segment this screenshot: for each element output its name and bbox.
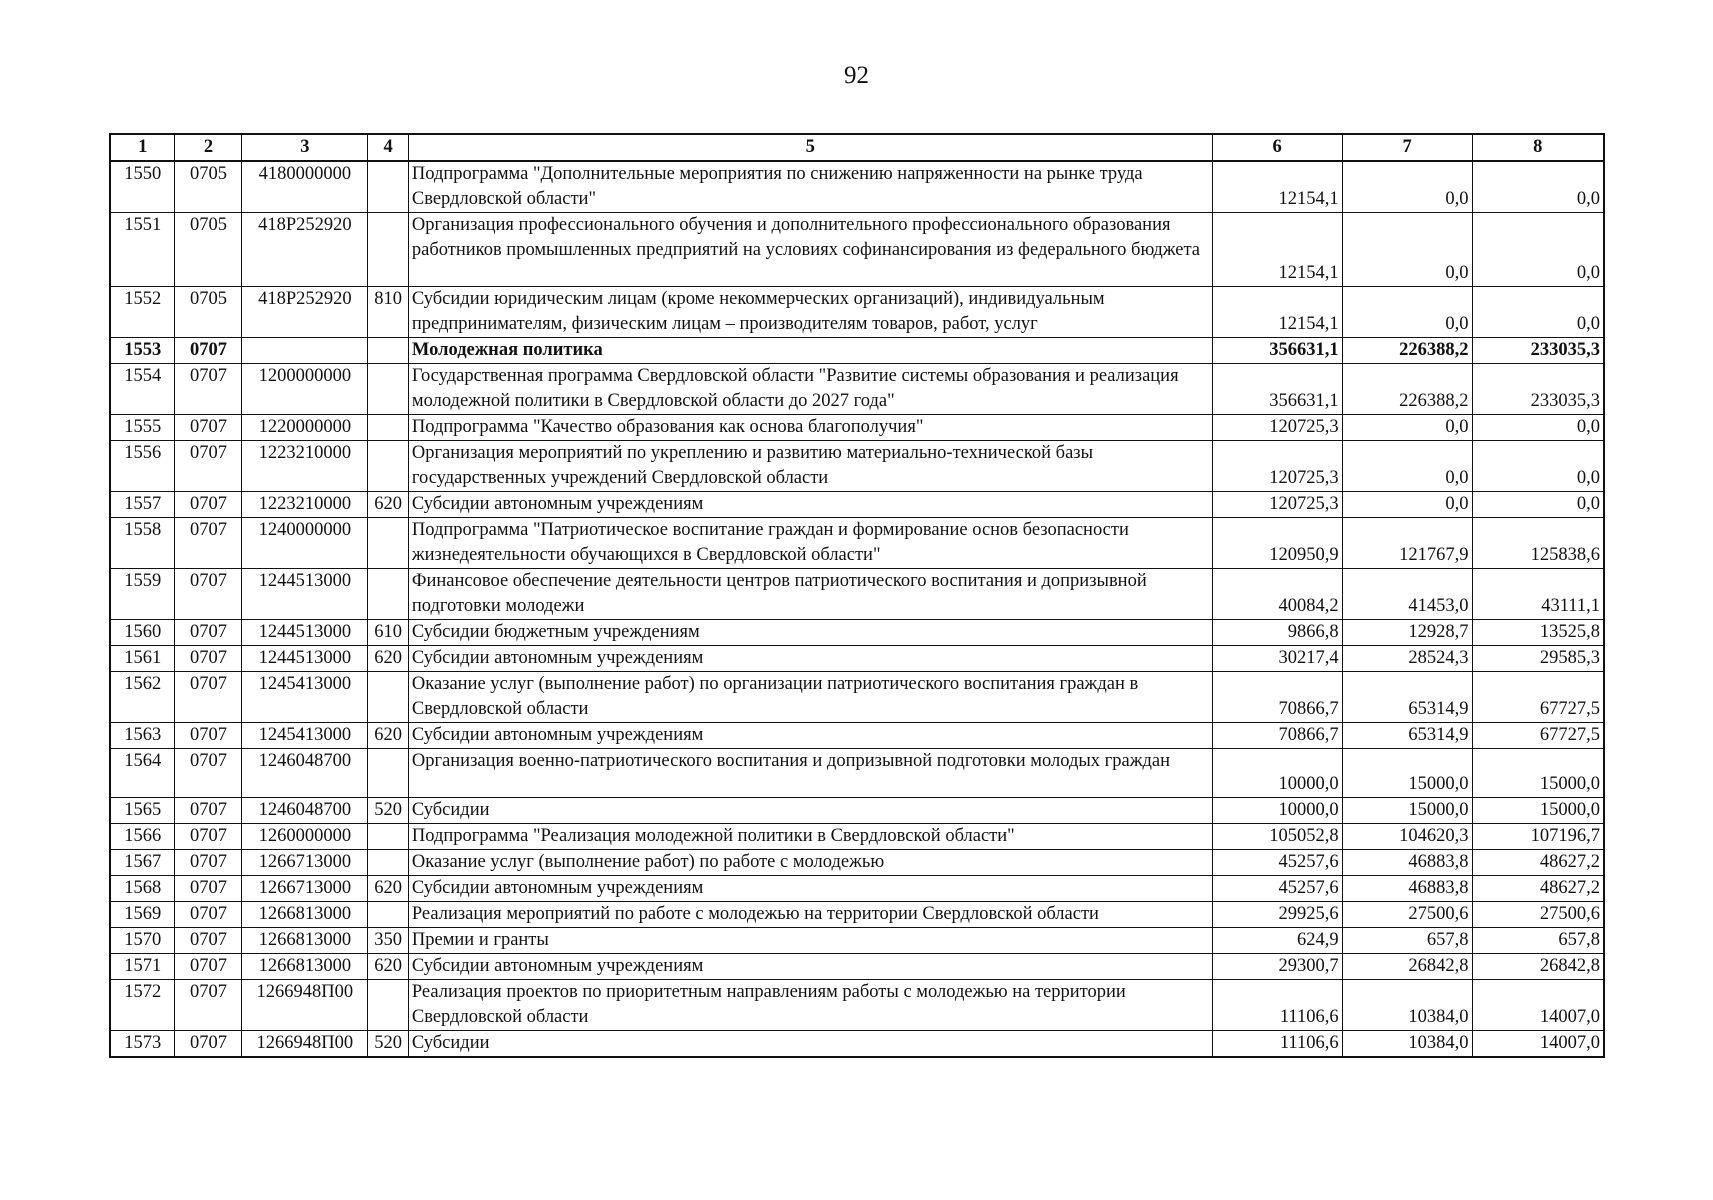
expense-type-cell: [368, 518, 409, 569]
amount-col6-cell: 10000,0: [1212, 749, 1342, 798]
description-cell: Субсидии автономным учреждениям: [408, 876, 1212, 902]
amount-col6-cell: 29300,7: [1212, 954, 1342, 980]
section-code-cell: 0707: [175, 980, 242, 1031]
row-number-cell: 1571: [110, 954, 175, 980]
row-number-cell: 1567: [110, 850, 175, 876]
table-row: [110, 954, 1604, 980]
row-number-cell: 1564: [110, 749, 175, 798]
amount-col6-cell: 45257,6: [1212, 850, 1342, 876]
expense-type-cell: [368, 415, 409, 441]
row-number-cell: 1551: [110, 213, 175, 287]
table-row: [110, 928, 1604, 954]
header-cell: 8: [1472, 134, 1604, 161]
amount-col8-cell: 26842,8: [1472, 954, 1604, 980]
amount-col8-cell: 0,0: [1472, 415, 1604, 441]
expense-type-cell: [368, 161, 409, 213]
amount-col7-cell: 121767,9: [1342, 518, 1472, 569]
amount-col8-cell: 0,0: [1472, 161, 1604, 213]
row-number-cell: 1554: [110, 364, 175, 415]
row-number-cell: 1563: [110, 723, 175, 749]
target-article-cell: 1246048700: [242, 798, 368, 824]
amount-col7-cell: 15000,0: [1342, 749, 1472, 798]
row-number-cell: 1572: [110, 980, 175, 1031]
target-article-cell: 1223210000: [242, 492, 368, 518]
amount-col8-cell: 0,0: [1472, 441, 1604, 492]
expense-type-cell: 620: [368, 646, 409, 672]
target-article-cell: 1246048700: [242, 749, 368, 798]
row-number-cell: 1573: [110, 1031, 175, 1058]
description-cell: Организация профессионального обучения и дополнительного профессионального образования работников промышленных предприятий на условиях софинансирования из федерального бюджета: [408, 213, 1212, 287]
target-article-cell: 1220000000: [242, 415, 368, 441]
header-cell: 2: [175, 134, 242, 161]
table-row: [110, 415, 1604, 441]
amount-col7-cell: 0,0: [1342, 287, 1472, 338]
amount-col7-cell: 226388,2: [1342, 364, 1472, 415]
row-number-cell: 1550: [110, 161, 175, 213]
table-row: [110, 646, 1604, 672]
table-row: [110, 569, 1604, 620]
expense-type-cell: [368, 980, 409, 1031]
section-code-cell: 0707: [175, 850, 242, 876]
amount-col8-cell: 43111,1: [1472, 569, 1604, 620]
section-code-cell: 0707: [175, 928, 242, 954]
table-row: [110, 723, 1604, 749]
amount-col6-cell: 120725,3: [1212, 415, 1342, 441]
amount-col6-cell: 120950,9: [1212, 518, 1342, 569]
target-article-cell: 1223210000: [242, 441, 368, 492]
description-cell: Подпрограмма "Качество образования как основа благополучия": [408, 415, 1212, 441]
target-article-cell: 1266948П00: [242, 980, 368, 1031]
amount-col6-cell: 70866,7: [1212, 723, 1342, 749]
amount-col6-cell: 29925,6: [1212, 902, 1342, 928]
expense-type-cell: 810: [368, 287, 409, 338]
expense-type-cell: [368, 338, 409, 364]
amount-col6-cell: 40084,2: [1212, 569, 1342, 620]
amount-col6-cell: 356631,1: [1212, 364, 1342, 415]
header-cell: 4: [368, 134, 409, 161]
target-article-cell: 4180000000: [242, 161, 368, 213]
section-code-cell: 0707: [175, 954, 242, 980]
row-number-cell: 1561: [110, 646, 175, 672]
target-article-cell: 418P252920: [242, 213, 368, 287]
table-row: [110, 672, 1604, 723]
table-row: [110, 824, 1604, 850]
section-code-cell: 0707: [175, 415, 242, 441]
row-number-cell: 1556: [110, 441, 175, 492]
expense-type-cell: [368, 569, 409, 620]
table-row: [110, 850, 1604, 876]
description-cell: Субсидии автономным учреждениям: [408, 492, 1212, 518]
row-number-cell: 1558: [110, 518, 175, 569]
target-article-cell: 1260000000: [242, 824, 368, 850]
amount-col7-cell: 226388,2: [1342, 338, 1472, 364]
target-article-cell: 1266813000: [242, 954, 368, 980]
header-cell: 6: [1212, 134, 1342, 161]
amount-col8-cell: 14007,0: [1472, 980, 1604, 1031]
target-article-cell: 1266948П00: [242, 1031, 368, 1058]
amount-col7-cell: 657,8: [1342, 928, 1472, 954]
section-code-cell: 0707: [175, 798, 242, 824]
section-code-cell: 0707: [175, 518, 242, 569]
section-code-cell: 0707: [175, 723, 242, 749]
amount-col7-cell: 0,0: [1342, 415, 1472, 441]
amount-col6-cell: 624,9: [1212, 928, 1342, 954]
amount-col6-cell: 11106,6: [1212, 1031, 1342, 1058]
description-cell: Оказание услуг (выполнение работ) по организации патриотического воспитания граждан в Свердловской области: [408, 672, 1212, 723]
table-row: [110, 213, 1604, 287]
amount-col7-cell: 12928,7: [1342, 620, 1472, 646]
expense-type-cell: 350: [368, 928, 409, 954]
section-code-cell: 0707: [175, 902, 242, 928]
expense-type-cell: [368, 902, 409, 928]
table-row: [110, 902, 1604, 928]
table-row: [110, 980, 1604, 1031]
table-row: [110, 441, 1604, 492]
expense-type-cell: [368, 441, 409, 492]
amount-col8-cell: 29585,3: [1472, 646, 1604, 672]
section-code-cell: 0707: [175, 441, 242, 492]
amount-col6-cell: 11106,6: [1212, 980, 1342, 1031]
amount-col7-cell: 10384,0: [1342, 980, 1472, 1031]
expense-type-cell: 620: [368, 492, 409, 518]
amount-col6-cell: 105052,8: [1212, 824, 1342, 850]
table-row: [110, 492, 1604, 518]
amount-col8-cell: 657,8: [1472, 928, 1604, 954]
target-article-cell: 1240000000: [242, 518, 368, 569]
amount-col7-cell: 26842,8: [1342, 954, 1472, 980]
expense-type-cell: [368, 749, 409, 798]
target-article-cell: [242, 338, 368, 364]
amount-col8-cell: 233035,3: [1472, 338, 1604, 364]
section-code-cell: 0707: [175, 364, 242, 415]
table-row: [110, 798, 1604, 824]
section-code-cell: 0707: [175, 338, 242, 364]
description-cell: Реализация проектов по приоритетным направлениям работы с молодежью на территории Свердловской области: [408, 980, 1212, 1031]
amount-col7-cell: 0,0: [1342, 492, 1472, 518]
table-row: [110, 518, 1604, 569]
section-code-cell: 0705: [175, 213, 242, 287]
amount-col7-cell: 10384,0: [1342, 1031, 1472, 1058]
amount-col8-cell: 67727,5: [1472, 723, 1604, 749]
table-row: [110, 364, 1604, 415]
amount-col8-cell: 13525,8: [1472, 620, 1604, 646]
section-code-cell: 0707: [175, 620, 242, 646]
amount-col8-cell: 107196,7: [1472, 824, 1604, 850]
description-cell: Премии и гранты: [408, 928, 1212, 954]
target-article-cell: 1244513000: [242, 569, 368, 620]
table-row: [110, 338, 1604, 364]
amount-col8-cell: 48627,2: [1472, 876, 1604, 902]
amount-col6-cell: 356631,1: [1212, 338, 1342, 364]
header-cell: 7: [1342, 134, 1472, 161]
amount-col6-cell: 120725,3: [1212, 441, 1342, 492]
expense-type-cell: 620: [368, 723, 409, 749]
page-number: 92: [844, 62, 869, 89]
section-code-cell: 0707: [175, 672, 242, 723]
description-cell: Подпрограмма "Дополнительные мероприятия по снижению напряженности на рынке труда Свердловской области": [408, 161, 1212, 213]
amount-col8-cell: 15000,0: [1472, 749, 1604, 798]
row-number-cell: 1570: [110, 928, 175, 954]
amount-col6-cell: 45257,6: [1212, 876, 1342, 902]
target-article-cell: 1244513000: [242, 646, 368, 672]
amount-col6-cell: 12154,1: [1212, 287, 1342, 338]
section-code-cell: 0705: [175, 287, 242, 338]
amount-col8-cell: 233035,3: [1472, 364, 1604, 415]
row-number-cell: 1565: [110, 798, 175, 824]
description-cell: Субсидии автономным учреждениям: [408, 723, 1212, 749]
target-article-cell: 1244513000: [242, 620, 368, 646]
description-cell: Организация военно-патриотического воспитания и допризывной подготовки молодых граждан: [408, 749, 1212, 798]
amount-col8-cell: 14007,0: [1472, 1031, 1604, 1058]
target-article-cell: 418P252920: [242, 287, 368, 338]
row-number-cell: 1568: [110, 876, 175, 902]
expense-type-cell: [368, 850, 409, 876]
section-code-cell: 0707: [175, 876, 242, 902]
row-number-cell: 1557: [110, 492, 175, 518]
amount-col7-cell: 46883,8: [1342, 850, 1472, 876]
table-body: [110, 161, 1604, 1057]
header-cell: 1: [110, 134, 175, 161]
section-code-cell: 0707: [175, 646, 242, 672]
amount-col7-cell: 104620,3: [1342, 824, 1472, 850]
amount-col8-cell: 125838,6: [1472, 518, 1604, 569]
amount-col7-cell: 41453,0: [1342, 569, 1472, 620]
expense-type-cell: [368, 824, 409, 850]
section-code-cell: 0707: [175, 1031, 242, 1058]
expense-type-cell: [368, 213, 409, 287]
table-row: [110, 161, 1604, 213]
amount-col7-cell: 28524,3: [1342, 646, 1472, 672]
description-cell: Субсидии: [408, 798, 1212, 824]
amount-col8-cell: 67727,5: [1472, 672, 1604, 723]
amount-col7-cell: 15000,0: [1342, 798, 1472, 824]
target-article-cell: 1266713000: [242, 876, 368, 902]
table-row: [110, 749, 1604, 798]
section-code-cell: 0707: [175, 824, 242, 850]
amount-col8-cell: 27500,6: [1472, 902, 1604, 928]
target-article-cell: 1245413000: [242, 672, 368, 723]
target-article-cell: 1266713000: [242, 850, 368, 876]
target-article-cell: 1266813000: [242, 928, 368, 954]
description-cell: Реализация мероприятий по работе с молодежью на территории Свердловской области: [408, 902, 1212, 928]
table-row: [110, 876, 1604, 902]
description-cell: Субсидии бюджетным учреждениям: [408, 620, 1212, 646]
row-number-cell: 1566: [110, 824, 175, 850]
description-cell: Организация мероприятий по укреплению и развитию материально-технической базы государственных учреждений Свердловской области: [408, 441, 1212, 492]
expense-type-cell: 520: [368, 798, 409, 824]
amount-col6-cell: 12154,1: [1212, 213, 1342, 287]
expense-type-cell: 520: [368, 1031, 409, 1058]
description-cell: Субсидии юридическим лицам (кроме некоммерческих организаций), индивидуальным предпринимателям, физическим лицам – производителям товаров, работ, услуг: [408, 287, 1212, 338]
budget-table: [109, 133, 1605, 1058]
description-cell: Государственная программа Свердловской области "Развитие системы образования и реализация молодежной политики в Свердловской области до 2027 года": [408, 364, 1212, 415]
expense-type-cell: [368, 364, 409, 415]
amount-col8-cell: 0,0: [1472, 213, 1604, 287]
amount-col7-cell: 65314,9: [1342, 672, 1472, 723]
row-number-cell: 1555: [110, 415, 175, 441]
amount-col7-cell: 46883,8: [1342, 876, 1472, 902]
row-number-cell: 1553: [110, 338, 175, 364]
description-cell: Молодежная политика: [408, 338, 1212, 364]
target-article-cell: 1266813000: [242, 902, 368, 928]
amount-col8-cell: 0,0: [1472, 287, 1604, 338]
amount-col6-cell: 70866,7: [1212, 672, 1342, 723]
header-row: [110, 134, 1604, 161]
row-number-cell: 1552: [110, 287, 175, 338]
row-number-cell: 1569: [110, 902, 175, 928]
target-article-cell: 1245413000: [242, 723, 368, 749]
section-code-cell: 0707: [175, 749, 242, 798]
description-cell: Финансовое обеспечение деятельности центров патриотического воспитания и допризывной подготовки молодежи: [408, 569, 1212, 620]
description-cell: Подпрограмма "Реализация молодежной политики в Свердловской области": [408, 824, 1212, 850]
amount-col6-cell: 30217,4: [1212, 646, 1342, 672]
description-cell: Оказание услуг (выполнение работ) по работе с молодежью: [408, 850, 1212, 876]
amount-col7-cell: 0,0: [1342, 161, 1472, 213]
section-code-cell: 0707: [175, 492, 242, 518]
amount-col7-cell: 65314,9: [1342, 723, 1472, 749]
amount-col8-cell: 0,0: [1472, 492, 1604, 518]
expense-type-cell: 620: [368, 876, 409, 902]
table-row: [110, 620, 1604, 646]
section-code-cell: 0707: [175, 569, 242, 620]
expense-type-cell: [368, 672, 409, 723]
target-article-cell: 1200000000: [242, 364, 368, 415]
amount-col6-cell: 10000,0: [1212, 798, 1342, 824]
amount-col6-cell: 120725,3: [1212, 492, 1342, 518]
amount-col6-cell: 12154,1: [1212, 161, 1342, 213]
table-row: [110, 287, 1604, 338]
description-cell: Субсидии автономным учреждениям: [408, 646, 1212, 672]
section-code-cell: 0705: [175, 161, 242, 213]
expense-type-cell: 610: [368, 620, 409, 646]
amount-col6-cell: 9866,8: [1212, 620, 1342, 646]
description-cell: Субсидии: [408, 1031, 1212, 1058]
amount-col7-cell: 27500,6: [1342, 902, 1472, 928]
table-row: [110, 1031, 1604, 1058]
amount-col8-cell: 15000,0: [1472, 798, 1604, 824]
amount-col8-cell: 48627,2: [1472, 850, 1604, 876]
description-cell: Субсидии автономным учреждениям: [408, 954, 1212, 980]
description-cell: Подпрограмма "Патриотическое воспитание граждан и формирование основ безопасности жизнедеятельности обучающихся в Свердловской области": [408, 518, 1212, 569]
row-number-cell: 1560: [110, 620, 175, 646]
header-cell: 3: [242, 134, 368, 161]
expense-type-cell: 620: [368, 954, 409, 980]
row-number-cell: 1562: [110, 672, 175, 723]
amount-col7-cell: 0,0: [1342, 213, 1472, 287]
header-cell: 5: [408, 134, 1212, 161]
row-number-cell: 1559: [110, 569, 175, 620]
amount-col7-cell: 0,0: [1342, 441, 1472, 492]
